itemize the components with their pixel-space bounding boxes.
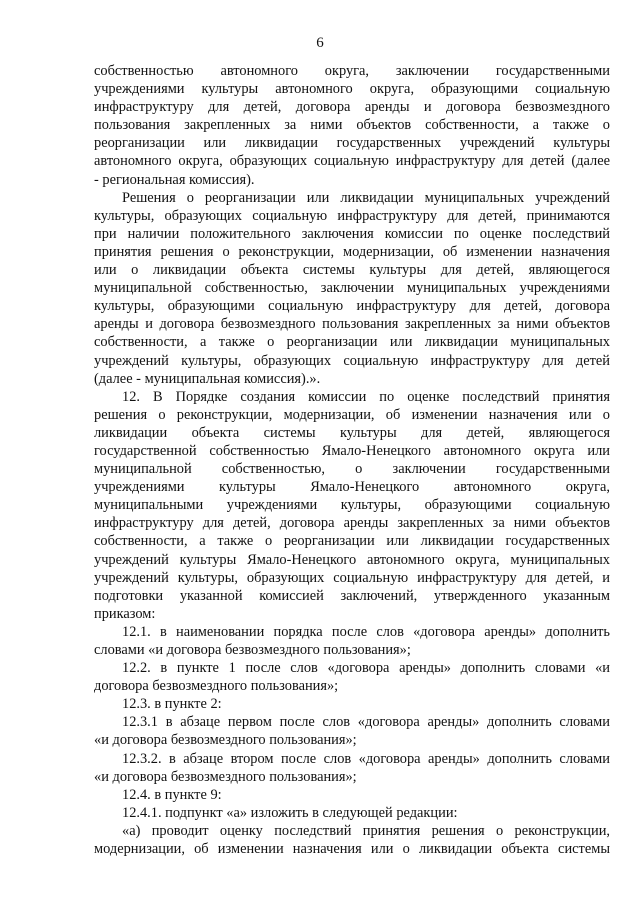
text-line: модернизации, об изменении назначения или о ликвидации объекта системы — [94, 841, 610, 858]
text-line: или о ликвидации объекта системы культуры для детей, являющегося — [94, 262, 610, 279]
text-line: муниципальной собственностью, заключении муниципальных учреждениями — [94, 280, 610, 297]
paragraph — [94, 388, 610, 623]
text-line: 12.3.2. в абзаце втором после слов «договора аренды» дополнить словами — [122, 750, 610, 767]
document-body — [94, 62, 610, 858]
text-line: решения о реконструкции, модернизации, об изменении назначения или о — [94, 406, 610, 423]
text-line: собственности, а также о реорганизации или ликвидации государственных — [94, 533, 610, 550]
text-line: подготовки указанной комиссией заключений, утвержденного указанным — [94, 587, 610, 604]
text-line: реорганизации или ликвидации государственных учреждений культуры — [94, 135, 610, 152]
text-line: словами «и договора безвозмездного пользования»; — [94, 642, 411, 658]
text-line: инфраструктуру для детей, договора аренды закрепленных за ними объектов — [94, 515, 610, 532]
text-line: 12.2. в пункте 1 после слов «договора аренды» дополнить словами «и — [122, 660, 610, 677]
text-line: собственностью автономного округа, заключении государственными — [94, 63, 610, 79]
text-line: (далее - муниципальная комиссия).». — [94, 370, 321, 387]
text-line: 12.3.1 в абзаце первом после слов «договора аренды» дополнить словами — [122, 714, 610, 731]
paragraph — [94, 189, 610, 388]
text-line: договора безвозмездного пользования»; — [94, 678, 339, 695]
text-line: Решения о реорганизации или ликвидации муниципальных учреждений — [122, 189, 610, 206]
paragraph — [94, 695, 610, 713]
text-line: пользования закрепленных за ними объектов собственности, а также о — [94, 117, 610, 134]
text-line: 12. В Порядке создания комиссии по оценке последствий принятия — [122, 388, 610, 405]
text-line: 12.1. в наименовании порядка после слов «договора аренды» дополнить — [122, 623, 610, 640]
text-line: учреждениями культуры Ямало-Ненецкого автономного округа, — [94, 479, 610, 496]
text-line: 12.4. в пункте 9: — [122, 786, 222, 803]
text-line: учреждений культуры Ямало-Ненецкого автономного округа, муниципальных — [94, 551, 610, 568]
text-line: муниципальной собственностью, о заключении государственными — [94, 461, 610, 478]
text-line: ликвидации объекта системы культуры для детей, являющегося — [94, 424, 610, 441]
text-line: 12.3. в пункте 2: — [122, 696, 222, 713]
text-line: - региональная комиссия). — [94, 171, 255, 188]
text-line: 12.4.1. подпункт «а» изложить в следующей редакции: — [122, 804, 458, 821]
text-line: государственной собственностью Ямало-Ненецкого автономного округа или — [94, 442, 610, 459]
text-line: собственности, а также о реорганизации или ликвидации муниципальных — [94, 334, 610, 351]
text-line: «и договора безвозмездного пользования»; — [94, 732, 357, 749]
paragraph — [94, 713, 610, 749]
text-line: принятия решения о реконструкции, модернизации, об изменении назначения — [94, 243, 610, 260]
paragraph — [94, 786, 610, 804]
text-line: автономного округа, образующих социальную инфраструктуру для детей (далее — [94, 153, 610, 170]
text-line: при наличии положительного заключения комиссии по оценке последствий — [94, 225, 610, 242]
paragraph — [94, 623, 610, 659]
text-line: приказом: — [94, 605, 156, 622]
text-line: культуры, образующих социальную инфраструктуру для детей, принимаются — [94, 207, 610, 224]
text-line: «а) проводит оценку последствий принятия решения о реконструкции, — [122, 822, 610, 839]
text-line: учреждениями культуры автономного округа, образующими социальную — [94, 81, 610, 98]
text-line: инфраструктуру для детей, договора аренды и договора безвозмездного — [94, 99, 610, 116]
text-line: учреждений культуры, образующих социальную инфраструктуру для детей, и — [94, 569, 610, 586]
paragraph — [94, 804, 610, 822]
paragraph — [94, 62, 610, 189]
page-number: 6 — [316, 35, 324, 51]
text-line: «и договора безвозмездного пользования»; — [94, 768, 357, 785]
text-line: учреждений культуры, образующих социальную инфраструктуру для детей — [94, 352, 610, 369]
text-line: муниципальными учреждениями культуры, образующими социальную — [94, 497, 610, 514]
paragraph — [94, 659, 610, 695]
paragraph — [94, 822, 610, 858]
text-line: аренды и договора безвозмездного пользования закрепленных за ними объектов — [94, 316, 610, 333]
text-line: культуры, образующими социальную инфраструктуру для детей, договора — [94, 298, 610, 315]
paragraph — [94, 750, 610, 786]
